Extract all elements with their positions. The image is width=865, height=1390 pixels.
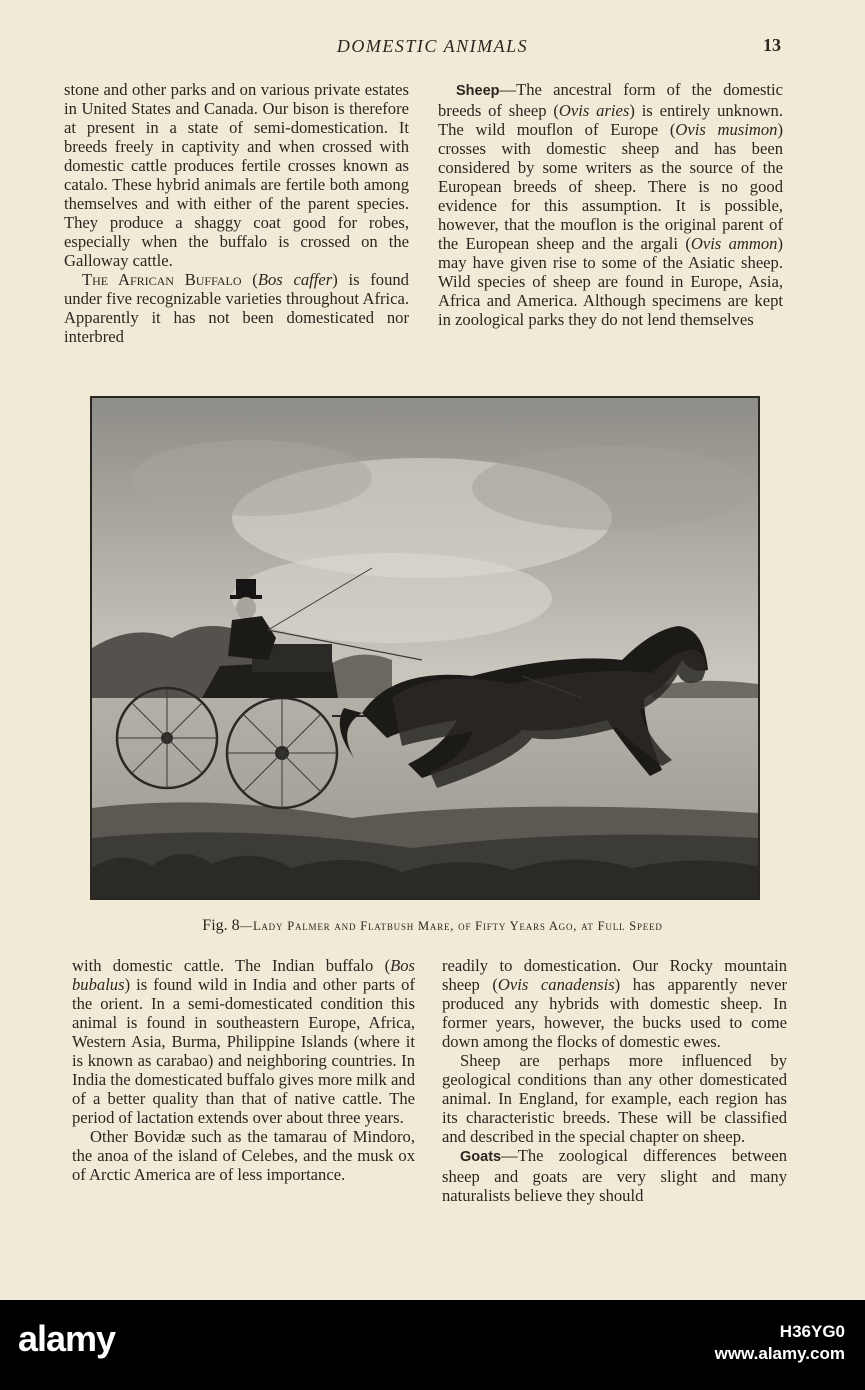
paragraph-goats: Goats—The zoological differences between sheep and goats are very slight and many naturalists believe they should bbox=[442, 1146, 787, 1205]
latin-name: Ovis ammon bbox=[690, 234, 778, 253]
paragraph-other-bovidae: Other Bovidæ such as the tamarau of Mindoro, the anoa of the island of Celebes, and the musk ox of Arctic America are of less importance. bbox=[72, 1127, 415, 1184]
paragraph-indian-buffalo: with domestic cattle. The Indian buffalo (Bos bubalus) is found wild in India and other parts of the orient. In a semi-domesticated condition this animal is found in southeastern Europe, Africa, Western Asia, Burma, Philippine Islands (where it is known as carabao) and neighboring countries. In India the domesticated buffalo gives more milk and of a better quality than that of native cattle. The period of lactation extends over about three years. bbox=[72, 956, 415, 1127]
latin-name: Bos bubalus bbox=[72, 956, 415, 994]
column-top-left bbox=[64, 80, 409, 346]
latin-name: Bos caffer bbox=[257, 270, 333, 289]
paragraph-rocky-mountain-sheep: readily to domestication. Our Rocky mountain sheep (Ovis canadensis) has apparently never produced any hybrids with domestic sheep. In former years, however, the bucks used to come down among the flocks of domestic ewes. bbox=[442, 956, 787, 1051]
african-buffalo-heading: The African Buffalo bbox=[82, 270, 242, 289]
stock-photo-footer bbox=[0, 1300, 865, 1390]
running-head: DOMESTIC ANIMALS bbox=[336, 36, 529, 56]
page-number: 13 bbox=[763, 35, 781, 55]
latin-name: Ovis aries bbox=[558, 101, 630, 120]
sheep-heading: Sheep bbox=[456, 83, 500, 99]
column-bottom-left bbox=[72, 956, 415, 1184]
stock-url: www.alamy.com bbox=[714, 1344, 845, 1363]
horse-and-carriage-illustration bbox=[92, 398, 758, 898]
figure-engraving bbox=[90, 396, 760, 900]
paragraph-bison: stone and other parks and on various private estates in United States and Canada. Our bison is therefore at present in a state of semi-domestication. It breeds freely in captivity and when crossed with domestic cattle produces fertile crosses known as catalo. These hybrid animals are fertile both among themselves and with either of the parent species. They produce a shaggy coat good for robes, especially when the buffalo is crossed on the Galloway cattle. bbox=[64, 80, 409, 270]
image-id: H36YG0 bbox=[779, 1322, 845, 1341]
paragraph-sheep: Sheep—The ancestral form of the domestic breeds of sheep (Ovis aries) is entirely unknown. The wild mouflon of Europe (Ovis musimon) crosses with domestic sheep and has been considered by some writers as the source of the European breeds of sheep. There is no good evidence for this assumption. It is possible, however, that the mouflon is the original parent of the European sheep and the argali (Ovis ammon) may have given rise to some of the Asiatic sheep. Wild species of sheep are found in Europe, Asia, Africa and America. Although specimens are kept in zoological parks they do not lend themselves bbox=[438, 80, 783, 329]
figure-caption bbox=[0, 917, 865, 935]
figure-label: Fig. 8 bbox=[202, 917, 240, 934]
latin-name: Ovis canadensis bbox=[497, 975, 615, 994]
paragraph-african-buffalo: The African Buffalo (Bos caffer) is found under five recognizable varieties throughout Africa. Apparently it has not been domesticated nor interbred bbox=[64, 270, 409, 346]
paragraph-sheep-geology: Sheep are perhaps more influenced by geological conditions than any other domesticated animal. In England, for example, each region has its characteristic breeds. These will be classified and described in the special chapter on sheep. bbox=[442, 1051, 787, 1146]
goats-heading: Goats bbox=[460, 1149, 502, 1165]
latin-name: Ovis musimon bbox=[675, 120, 778, 139]
column-top-right bbox=[438, 80, 783, 329]
stock-logo: alamy bbox=[18, 1318, 116, 1359]
column-bottom-right bbox=[442, 956, 787, 1205]
figure-caption-text: —Lady Palmer and Flatbush Mare, of Fifty Years Ago, at Full Speed bbox=[239, 919, 663, 933]
